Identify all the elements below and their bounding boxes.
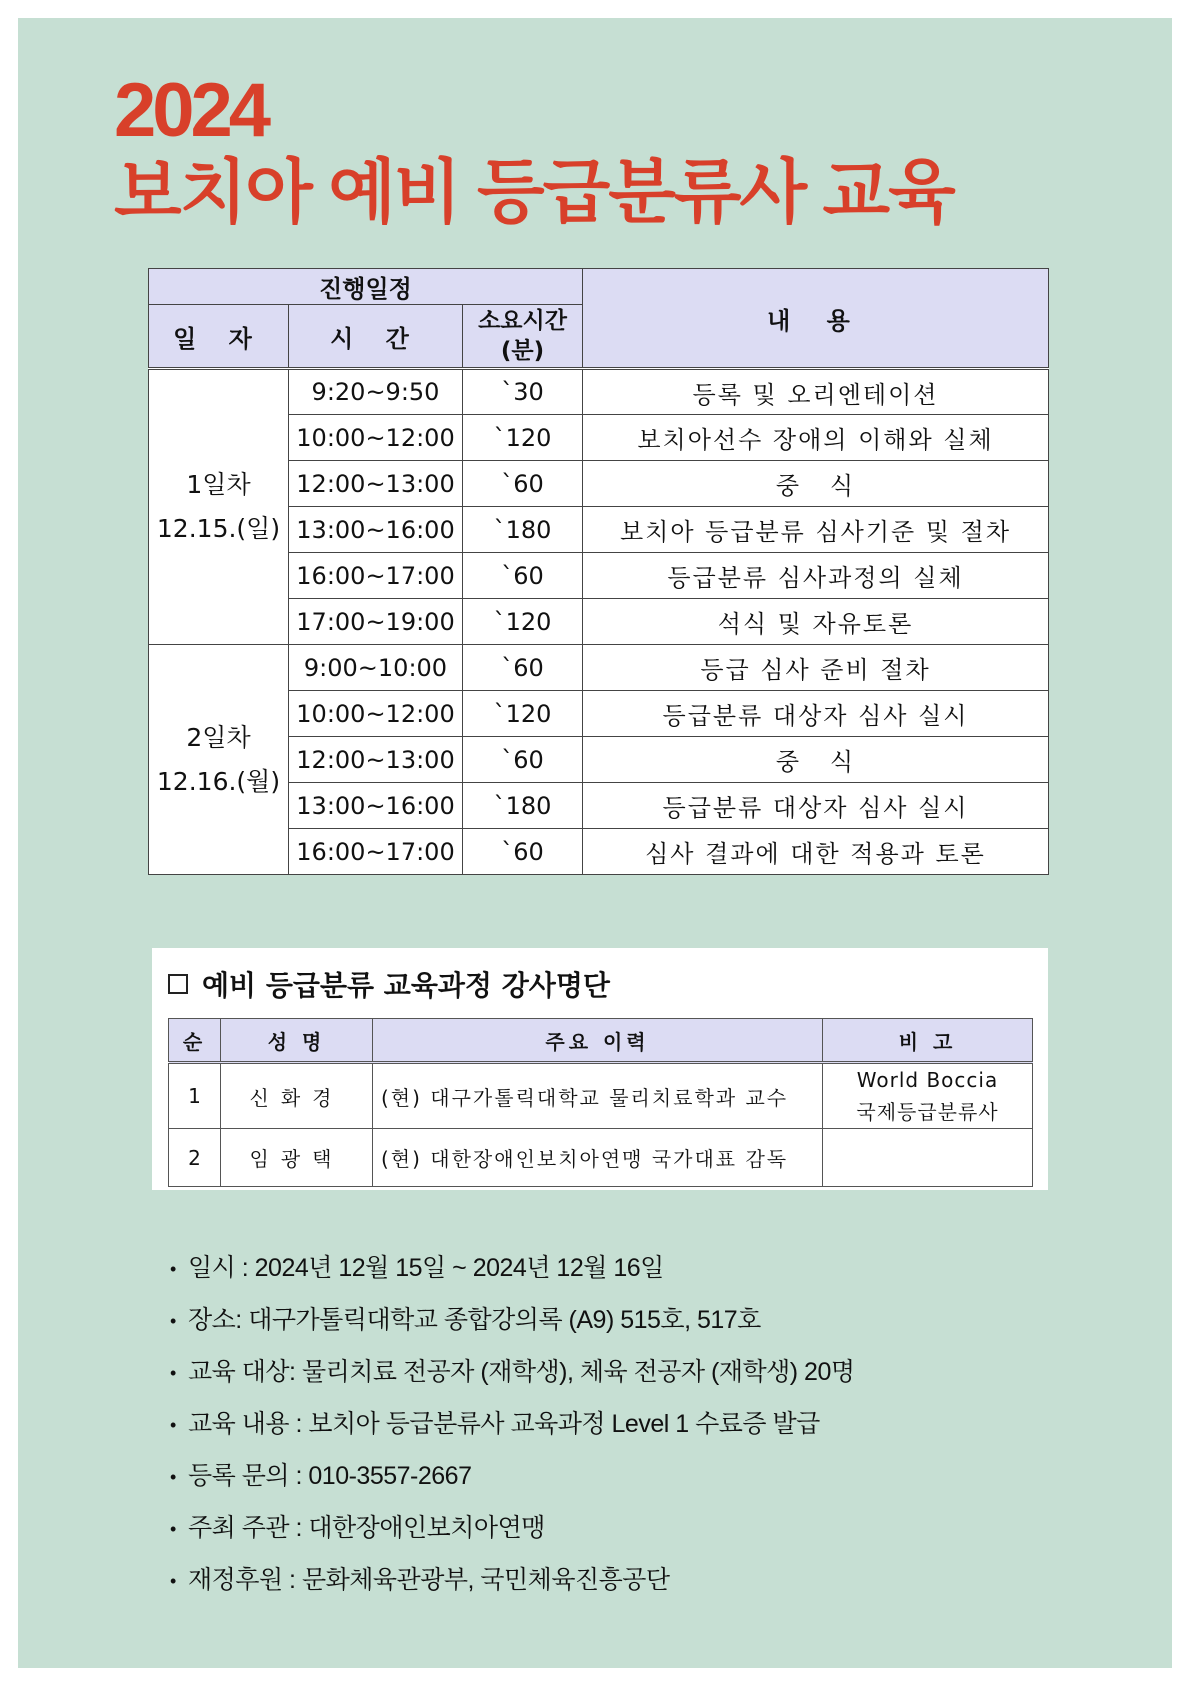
time-cell: 16:00~17:00	[289, 829, 463, 875]
list-item	[170, 1398, 855, 1450]
table-row	[169, 1063, 1033, 1129]
duration-cell: `120	[463, 599, 583, 645]
instructor-no: 1	[169, 1063, 221, 1129]
time-cell: 9:20~9:50	[289, 369, 463, 415]
content-cell: 등급분류 심사과정의 실체	[583, 553, 1049, 599]
info-text: 재정후원 : 문화체육관광부, 국민체육진흥공단	[188, 1566, 670, 1594]
instructor-career: (현) 대구가톨릭대학교 물리치료학과 교수	[373, 1063, 823, 1129]
bullet-icon: •	[170, 1519, 176, 1540]
duration-cell: `60	[463, 737, 583, 783]
col-content-header: 내 용	[583, 269, 1049, 369]
day-label: 1일차 12.15.(일)	[149, 369, 289, 645]
content-cell: 중 식	[583, 737, 1049, 783]
content-cell: 심사 결과에 대한 적용과 토론	[583, 829, 1049, 875]
content-cell: 보치아 등급분류 심사기준 및 절차	[583, 507, 1049, 553]
col-no-header: 순	[169, 1019, 221, 1063]
instructor-table	[168, 1018, 1033, 1187]
instructor-name: 신화경	[221, 1063, 373, 1129]
instructor-note	[823, 1129, 1033, 1187]
instructor-note	[823, 1063, 1033, 1129]
duration-cell: `180	[463, 507, 583, 553]
content-cell: 등급분류 대상자 심사 실시	[583, 691, 1049, 737]
duration-cell: `180	[463, 783, 583, 829]
checkbox-icon	[168, 974, 188, 994]
col-career-header: 주요 이력	[373, 1019, 823, 1063]
list-item	[170, 1294, 855, 1346]
schedule-body	[149, 369, 1049, 875]
time-cell: 17:00~19:00	[289, 599, 463, 645]
list-item	[170, 1554, 855, 1606]
info-text: 등록 문의 : 010-3557-2667	[188, 1462, 472, 1490]
instructor-section	[152, 948, 1048, 1190]
time-cell: 12:00~13:00	[289, 737, 463, 783]
instructor-no: 2	[169, 1129, 221, 1187]
time-cell: 12:00~13:00	[289, 461, 463, 507]
info-text: 교육 대상: 물리치료 전공자 (재학생), 체육 전공자 (재학생) 20명	[188, 1358, 855, 1386]
instructor-note-line1: World Boccia	[856, 1068, 999, 1092]
duration-cell: `60	[463, 645, 583, 691]
duration-cell: `60	[463, 553, 583, 599]
list-item	[170, 1502, 855, 1554]
content-cell: 석식 및 자유토론	[583, 599, 1049, 645]
schedule-table	[148, 268, 1049, 875]
time-cell: 16:00~17:00	[289, 553, 463, 599]
title-year: 2024	[114, 68, 268, 153]
content-cell: 보치아선수 장애의 이해와 실체	[583, 415, 1049, 461]
list-item	[170, 1346, 855, 1398]
title-main: 보치아 예비 등급분류사 교육	[114, 153, 954, 231]
duration-cell: `120	[463, 415, 583, 461]
content-cell: 등급 심사 준비 절차	[583, 645, 1049, 691]
time-cell: 10:00~12:00	[289, 415, 463, 461]
schedule-group-header: 진행일정	[149, 269, 583, 305]
list-item	[170, 1242, 855, 1294]
info-list	[170, 1242, 855, 1606]
duration-header-text: 소요시간 (분)	[478, 308, 567, 364]
table-row	[149, 645, 1049, 691]
bullet-icon: •	[170, 1415, 176, 1436]
col-name-header: 성 명	[221, 1019, 373, 1063]
col-date-header: 일 자	[149, 305, 289, 369]
instructor-title-text: 예비 등급분류 교육과정 강사명단	[202, 969, 610, 1002]
col-duration-header	[463, 305, 583, 369]
poster-title	[114, 68, 954, 231]
duration-cell: `120	[463, 691, 583, 737]
instructor-name: 임광택	[221, 1129, 373, 1187]
bullet-icon: •	[170, 1311, 176, 1332]
table-row	[149, 369, 1049, 415]
content-cell: 등급분류 대상자 심사 실시	[583, 783, 1049, 829]
instructor-title	[168, 964, 610, 1004]
poster-page	[18, 18, 1172, 1668]
bullet-icon: •	[170, 1259, 176, 1280]
day-label: 2일차 12.16.(월)	[149, 645, 289, 875]
info-text: 교육 내용 : 보치아 등급분류사 교육과정 Level 1 수료증 발급	[188, 1410, 820, 1438]
bullet-icon: •	[170, 1571, 176, 1592]
col-time-header: 시 간	[289, 305, 463, 369]
instructor-note-line2: 국제등급분류사	[856, 1100, 999, 1124]
time-cell: 13:00~16:00	[289, 507, 463, 553]
content-cell: 중 식	[583, 461, 1049, 507]
info-text: 일시 : 2024년 12월 15일 ~ 2024년 12월 16일	[188, 1254, 664, 1282]
col-note-header: 비 고	[823, 1019, 1033, 1063]
bullet-icon: •	[170, 1467, 176, 1488]
time-cell: 10:00~12:00	[289, 691, 463, 737]
duration-cell: `60	[463, 829, 583, 875]
content-cell: 등록 및 오리엔테이션	[583, 369, 1049, 415]
list-item	[170, 1450, 855, 1502]
info-text: 장소: 대구가톨릭대학교 종합강의록 (A9) 515호, 517호	[188, 1306, 761, 1334]
instructor-career: (현) 대한장애인보치아연맹 국가대표 감독	[373, 1129, 823, 1187]
table-row	[169, 1129, 1033, 1187]
duration-cell: `30	[463, 369, 583, 415]
info-text: 주최 주관 : 대한장애인보치아연맹	[188, 1514, 545, 1542]
duration-cell: `60	[463, 461, 583, 507]
time-cell: 13:00~16:00	[289, 783, 463, 829]
time-cell: 9:00~10:00	[289, 645, 463, 691]
bullet-icon: •	[170, 1363, 176, 1384]
